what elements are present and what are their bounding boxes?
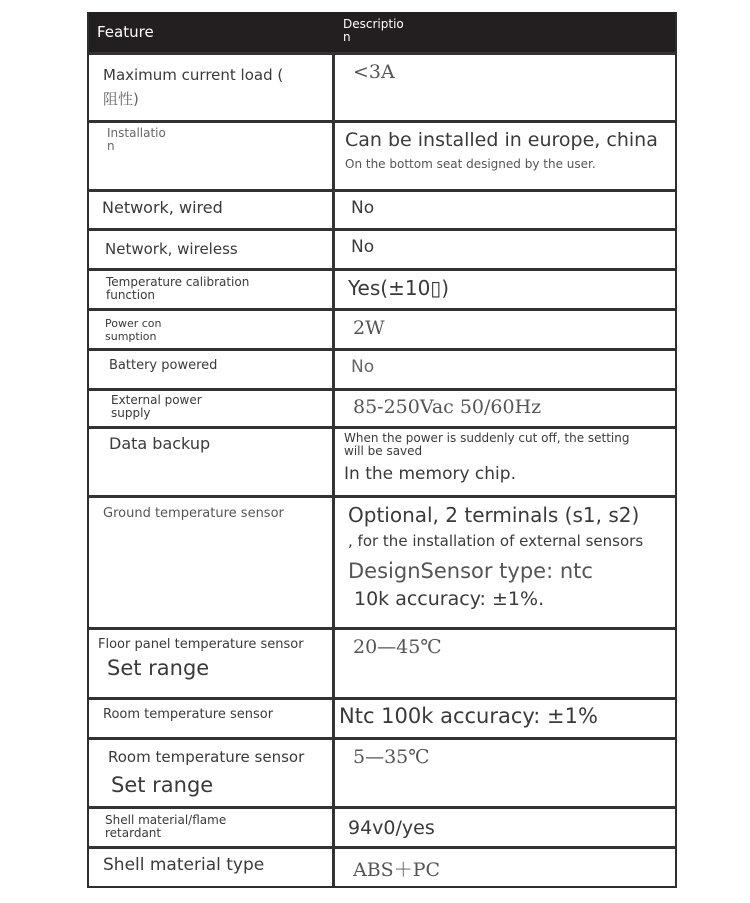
feature-text: Room temperature sensor [103,707,274,722]
description-text: <3A [353,61,395,83]
feature-cell [89,809,335,846]
description-text: No [351,198,375,218]
table-row [89,268,675,308]
description-cell [335,311,675,348]
table-row [89,737,675,806]
feature-text: Network, wired [102,198,223,217]
feature-cell [89,192,335,228]
description-text: 94v0/yes [348,817,435,839]
description-text: Ntc 100k accuracy: ±1% [339,704,598,728]
feature-text: Power con [105,317,162,330]
feature-text: Shell material type [103,855,265,875]
table-row [89,120,675,189]
feature-cell [89,700,335,737]
table-row [89,308,675,348]
description-cell [335,740,675,806]
description-cell [335,55,675,120]
description-cell [335,700,675,737]
feature-text: Battery powered [109,358,218,373]
description-text: In the memory chip. [344,464,516,484]
header-feature: Feature [97,23,154,41]
table-row [89,52,675,120]
table-row [89,697,675,737]
table-row [89,388,675,426]
description-cell [335,271,675,308]
feature-text: Floor panel temperature sensor [98,637,304,652]
feature-cell [89,740,335,806]
description-text: No [351,357,375,377]
description-text: Optional, 2 terminals (s1, s2) [348,503,640,527]
table-header [89,12,675,52]
feature-text: 阻性) [103,90,139,108]
description-text: ABS＋PC [353,859,441,881]
feature-cell [89,391,335,426]
feature-cell [89,123,335,189]
feature-text: Temperature calibration [106,275,250,289]
table-row [89,189,675,228]
description-cell [335,429,675,495]
feature-cell [89,630,335,697]
feature-cell [89,311,335,348]
table-row [89,627,675,697]
description-cell [335,123,675,189]
description-cell [335,498,675,627]
description-cell [335,192,675,228]
feature-cell [89,271,335,308]
feature-text: sumption [105,330,157,343]
table-row [89,426,675,495]
feature-text: Set range [107,656,210,680]
table-row [89,228,675,268]
spec-table [87,12,677,888]
feature-text: Maximum current load ( [103,66,284,84]
description-cell [335,391,675,426]
description-text: Can be installed in europe, china [345,129,658,151]
table-row [89,806,675,846]
table-row [89,846,675,886]
description-text: DesignSensor type: ntc [348,559,593,583]
header-description: Description [343,17,404,44]
feature-cell [89,849,335,886]
feature-cell [89,55,335,120]
feature-text: Installation [107,126,166,153]
description-text: 85-250Vac 50/60Hz [353,396,542,418]
feature-text: supply [111,406,151,420]
description-text: 20—45℃ [353,636,442,658]
feature-cell [89,498,335,627]
description-text: 5—35℃ [353,746,430,768]
feature-cell [89,231,335,268]
feature-cell [89,351,335,388]
description-cell [335,849,675,886]
description-text: 2W [353,317,385,339]
feature-text: retardant [105,826,162,840]
description-text: On the bottom seat designed by the user. [345,157,596,171]
table-row [89,348,675,388]
description-text: , for the installation of external sensors [348,532,644,550]
description-text: 10k accuracy: ±1%. [354,588,545,610]
feature-text: Shell material/flame [105,813,227,827]
feature-text: External power [111,393,202,407]
description-text: No [351,237,375,257]
description-text: When the power is suddenly cut off, the setting will be saved [344,431,630,458]
description-cell [335,809,675,846]
feature-text: Data backup [109,434,211,453]
description-cell [335,351,675,388]
feature-text: function [106,288,156,302]
description-text: Yes(±10▯) [348,276,450,300]
feature-cell [89,429,335,495]
feature-text: Network, wireless [105,240,238,258]
feature-text: Room temperature sensor [108,748,305,766]
feature-text: Set range [111,773,214,797]
description-cell [335,231,675,268]
table-row [89,495,675,627]
feature-text: Ground temperature sensor [103,506,284,521]
description-cell [335,630,675,697]
